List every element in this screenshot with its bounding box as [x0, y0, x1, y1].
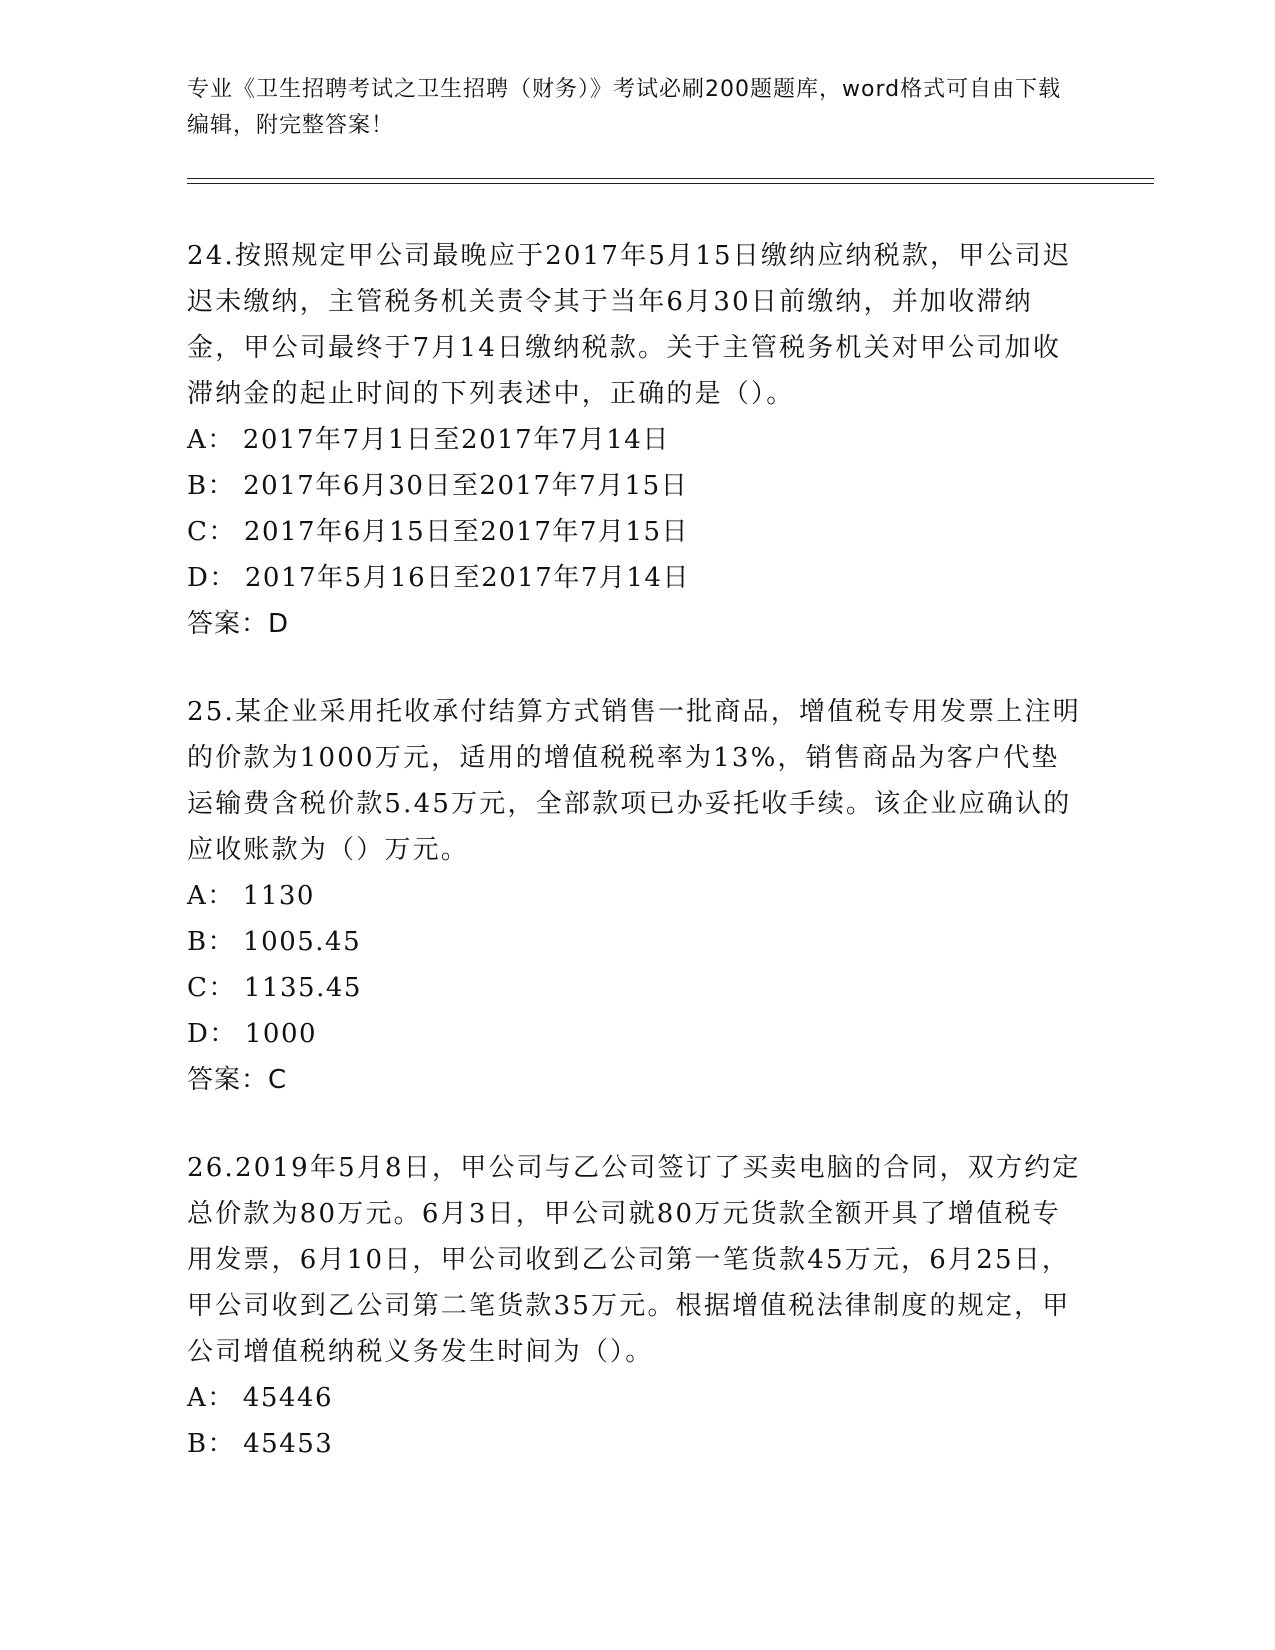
question-stem: 26.2019年5月8日，甲公司与乙公司签订了买卖电脑的合同，双方约定总价款为80万元。6月3日，甲公司就80万元货款全额开具了增值税专用发票，6月10日，甲公司收到乙公司第一笔货款45万元，6月25日，甲公司收到乙公司第二笔货款35万元。根据增值税法律制度的规定，甲公司增值税纳税义务发生时间为（）。 — [187, 1153, 1081, 1367]
option-key: A — [187, 425, 208, 455]
option-text: 2017年6月30日至2017年7月15日 — [243, 471, 689, 501]
option-text: 1130 — [242, 881, 315, 911]
option-a: A： 2017年7月1日至2017年7月14日 — [187, 425, 670, 455]
answer-line: 答案：D — [187, 609, 290, 639]
question-24 — [187, 233, 1087, 647]
option-key: B — [187, 927, 208, 957]
option-b: B： 45453 — [187, 1429, 334, 1459]
option-key: C — [187, 517, 209, 547]
option-key: D — [187, 1019, 210, 1049]
option-key: A — [187, 1383, 208, 1413]
question-stem: 24.按照规定甲公司最晚应于2017年5月15日缴纳应纳税款，甲公司迟迟未缴纳，主管税务机关责令其于当年6月30日前缴纳，并加收滞纳金，甲公司最终于7月14日缴纳税款。关于主管税务机关对甲公司加收滞纳金的起止时间的下列表述中，正确的是（）。 — [187, 241, 1072, 409]
question-25 — [187, 689, 1087, 1103]
document-header: 专业《卫生招聘考试之卫生招聘（财务）》考试必刷200题题库，word格式可自由下载编辑，附完整答案！ — [187, 77, 1062, 138]
option-a: A： 45446 — [187, 1383, 334, 1413]
option-key: C — [187, 973, 209, 1003]
option-text: 2017年5月16日至2017年7月14日 — [244, 563, 690, 593]
option-key: D — [187, 563, 210, 593]
option-key: B — [187, 471, 208, 501]
header-divider-top — [187, 178, 1154, 179]
option-text: 1000 — [244, 1019, 318, 1049]
option-a: A： 1130 — [187, 881, 315, 911]
option-c: C： 2017年6月15日至2017年7月15日 — [187, 517, 690, 547]
question-26 — [187, 1145, 1087, 1467]
answer-line: 答案：C — [187, 1065, 288, 1095]
option-b: B： 1005.45 — [187, 927, 362, 957]
option-c: C： 1135.45 — [187, 973, 362, 1003]
option-text: 45453 — [243, 1429, 334, 1459]
question-stem: 25.某企业采用托收承付结算方式销售一批商品，增值税专用发票上注明的价款为1000万元，适用的增值税税率为13%，销售商品为客户代垫运输费含税价款5.45万元，全部款项已办妥托收手续。该企业应确认的应收账款为（）万元。 — [187, 697, 1081, 865]
option-text: 2017年6月15日至2017年7月15日 — [243, 517, 690, 547]
option-d: D： 1000 — [187, 1019, 318, 1049]
header-divider-bottom — [187, 183, 1154, 184]
option-b: B： 2017年6月30日至2017年7月15日 — [187, 471, 689, 501]
option-key: B — [187, 1429, 208, 1459]
option-text: 1135.45 — [243, 973, 362, 1003]
option-text: 1005.45 — [243, 927, 362, 957]
option-text: 45446 — [242, 1383, 334, 1413]
option-d: D： 2017年5月16日至2017年7月14日 — [187, 563, 690, 593]
option-text: 2017年7月1日至2017年7月14日 — [242, 425, 670, 455]
option-key: A — [187, 881, 208, 911]
